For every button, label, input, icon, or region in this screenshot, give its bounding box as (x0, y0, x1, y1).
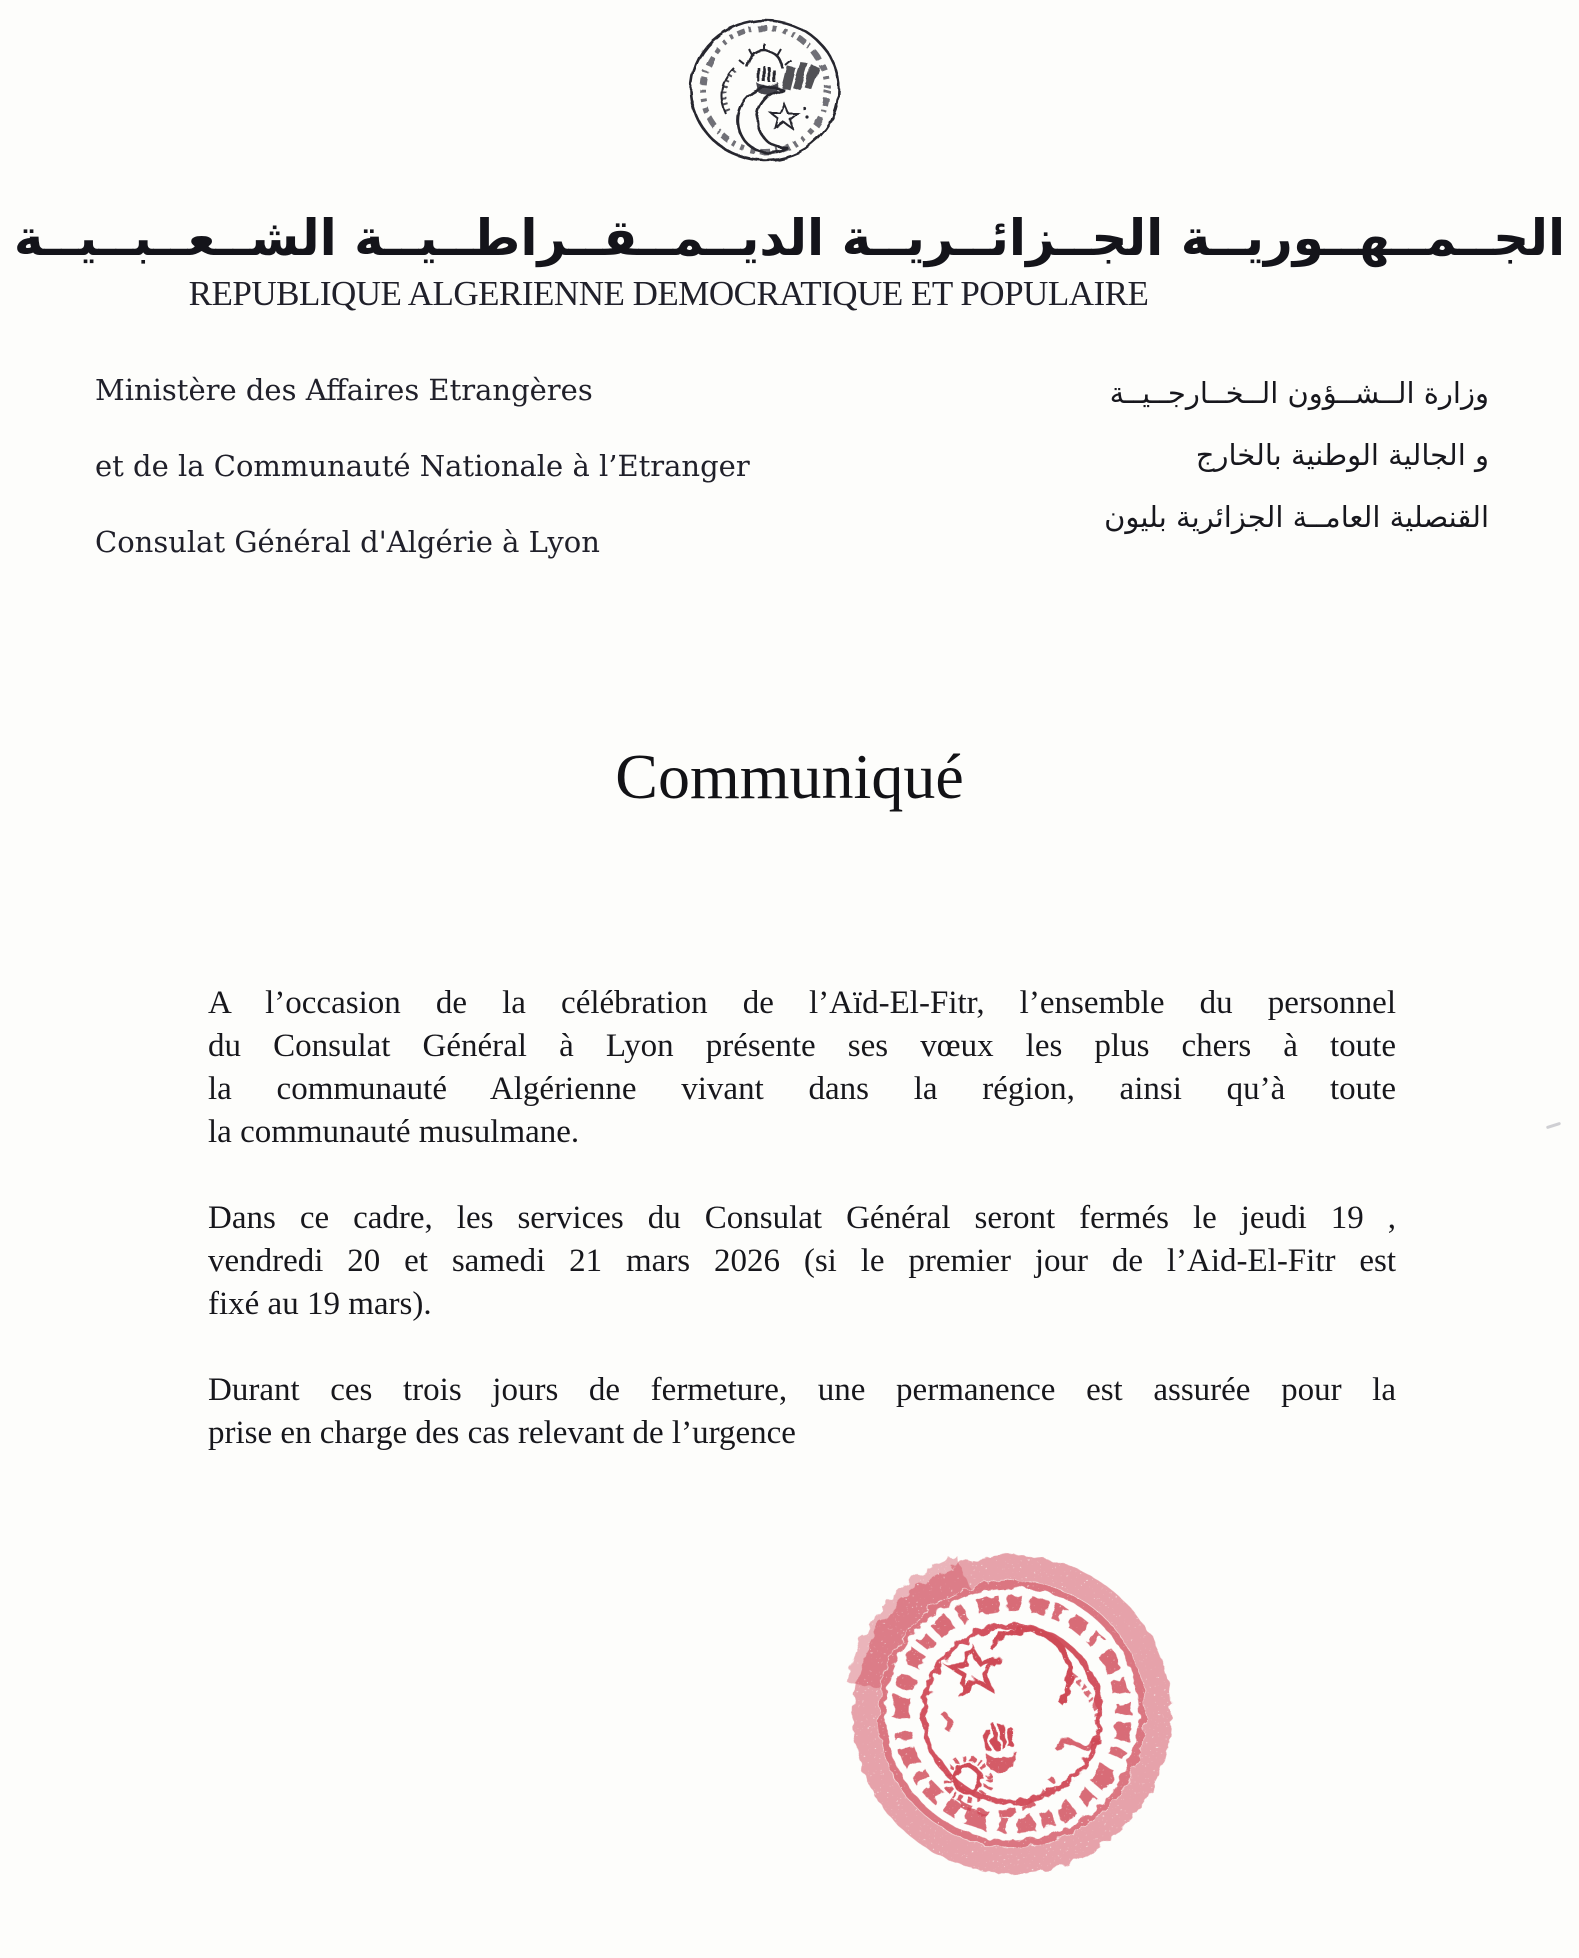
text-line: la communauté Algérienne vivant dans la région, ainsi qu’à toute (208, 1071, 1396, 1107)
ministry-fr-line-1: Ministère des Affaires Etrangères (95, 373, 593, 407)
text-line: prise en charge des cas relevant de l’urgence (208, 1415, 796, 1451)
scan-artifact (1546, 1122, 1561, 1129)
consulate-stamp (830, 1532, 1195, 1897)
republic-title-french: REPUBLIQUE ALGERIENNE DEMOCRATIQUE ET POPULAIRE (188, 274, 1149, 313)
ministry-block-arabic (1104, 362, 1489, 548)
text-line: A l’occasion de la célébration de l’Aïd-El-Fitr, l’ensemble du personnel (208, 985, 1396, 1021)
text-line: Dans ce cadre, les services du Consulat Général seront fermés le jeudi 19 , (208, 1200, 1396, 1236)
text-line: du Consulat Général à Lyon présente ses vœux les plus chers à toute (208, 1028, 1396, 1064)
ministry-ar-line-1: وزارة الــشــؤون الــخــارجــيــة (1109, 376, 1489, 410)
ministry-fr-line-3: Consulat Général d'Algérie à Lyon (95, 525, 600, 559)
text-line: fixé au 19 mars). (208, 1286, 432, 1322)
ministry-fr-line-2: et de la Communauté Nationale à l’Etranger (95, 449, 750, 483)
ministry-block-french (95, 352, 750, 580)
paragraph-2 (208, 1197, 1396, 1326)
republic-title-arabic: الجــمــهــوريــة الجــزائــريــة الديــمــقــراطــيــة الشــعــبــيــة (13, 209, 1566, 267)
paragraph-1 (208, 982, 1396, 1154)
ministry-ar-line-2: و الجالية الوطنية بالخارج (1195, 438, 1489, 472)
text-line: vendredi 20 et samedi 21 mars 2026 (si le premier jour de l’Aid-El-Fitr est (208, 1243, 1396, 1279)
national-emblem-icon (686, 16, 844, 164)
text-line: la communauté musulmane. (208, 1114, 580, 1150)
round-stamp-icon (830, 1532, 1195, 1897)
document-body (208, 982, 1396, 1455)
ministry-ar-line-3: القنصلية العامــة الجزائرية بليون (1104, 500, 1489, 534)
text-line: Durant ces trois jours de fermeture, une permanence est assurée pour la (208, 1372, 1396, 1408)
communique-title: Communiqué (615, 741, 964, 812)
algeria-national-emblem (686, 16, 844, 164)
paragraph-3 (208, 1369, 1396, 1455)
